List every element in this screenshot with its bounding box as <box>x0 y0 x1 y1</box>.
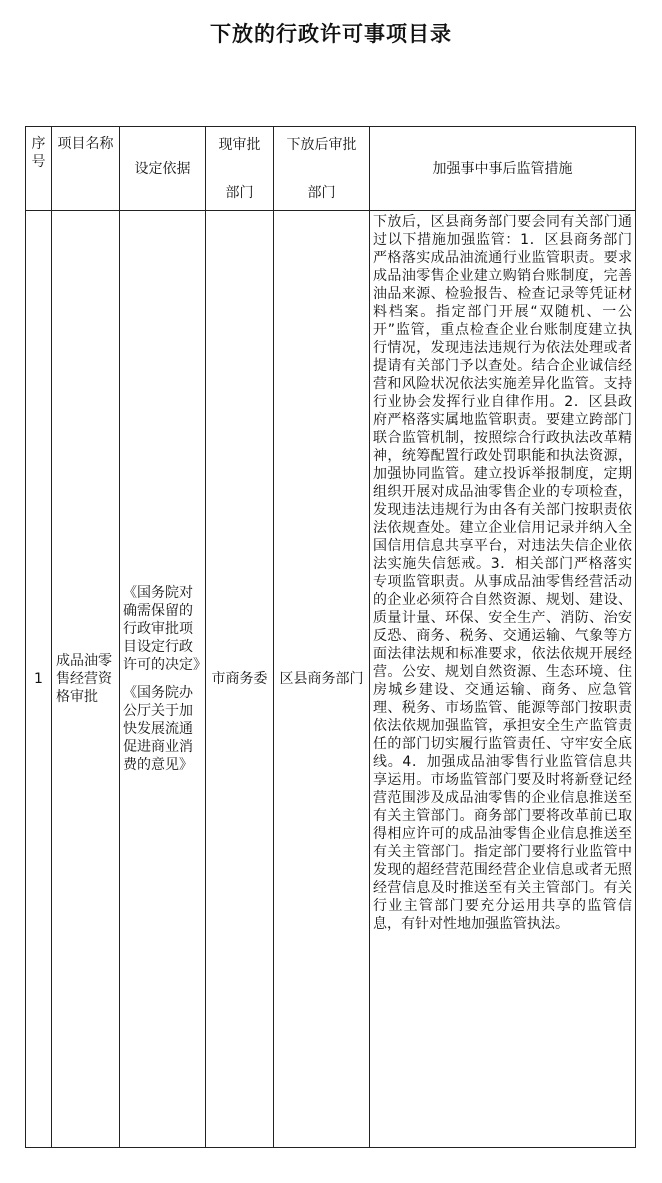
header-basis: 设定依据 <box>120 127 206 211</box>
catalog-table <box>25 126 636 1148</box>
row-basis-doc-2: 《国务院办公厅关于加快发展流通促进商业消费的意见》 <box>123 685 193 773</box>
header-item-name: 项目名称 <box>52 127 120 211</box>
table-header-row <box>26 127 636 211</box>
header-after-dept-line1: 下放后审批 <box>286 136 357 153</box>
row-item-name: 成品油零售经营资格审批 <box>52 211 120 1148</box>
row-seq: 1 <box>26 211 52 1148</box>
header-measures: 加强事中事后监管措施 <box>370 127 636 211</box>
header-seq: 序号 <box>26 127 52 211</box>
row-measures: 下放后，区县商务部门要会同有关部门通过以下措施加强监管：1．区县商务部门严格落实成品油流通行业监管职责。要求成品油零售企业建立购销台账制度，完善油品来源、检验报告、检查记录等凭证材料档案。指定部门开展“双随机、一公开”监管，重点检查企业台账制度建立执行情况，发现违法违规行为依法处理或者提请有关部门予以查处。结合企业诚信经营和风险状况依法实施差异化监管。支持行业协会发挥行业自律作用。2．区县政府严格落实属地监管职责。要建立跨部门联合监管机制，按照综合行政执法改革精神，统筹配置行政处罚职能和执法资源，加强协同监管。建立投诉举报制度，定期组织开展对成品油零售企业的专项检查，发现违法违规行为由各有关部门按职责依法依规查处。建立企业信用记录并纳入全国信用信息共享平台，对违法失信企业依法实施失信惩戒。3．相关部门严格落实专项监管职责。从事成品油零售经营活动的企业必须符合自然资源、规划、建设、质量计量、环保、安全生产、消防、治安反恐、商务、税务、交通运输、气象等方面法律法规和标准要求，依法依规开展经营。公安、规划自然资源、生态环境、住房城乡建设、交通运输、商务、应急管理、税务、市场监管、能源等部门按职责依法依规加强监管，承担安全生产监管责任的部门切实履行监管责任、守牢安全底线。4．加强成品油零售行业监管信息共享运用。市场监管部门要及时将新登记经营范围涉及成品油零售的企业信息推送至有关主管部门。商务部门要将改革前已取得相应许可的成品油零售企业信息推送至有关主管部门。指定部门要将行业监管中发现的超经营范围经营企业信息或者无照经营信息及时推送至有关主管部门。有关行业主管部门要充分运用共享的监管信息，有针对性地加强监管执法。 <box>370 211 636 1148</box>
header-current-dept <box>206 127 274 211</box>
header-current-dept-line2: 部门 <box>225 184 254 201</box>
row-basis-doc-1: 《国务院对确需保留的行政审批项目设定行政许可的决定》 <box>123 585 207 673</box>
header-current-dept-line1: 现审批 <box>218 136 261 153</box>
row-current-dept: 市商务委 <box>206 211 274 1148</box>
page-title: 下放的行政许可事项目录 <box>210 22 452 46</box>
row-basis <box>120 211 206 1148</box>
row-after-dept: 区县商务部门 <box>274 211 370 1148</box>
header-after-dept <box>274 127 370 211</box>
table-row <box>26 211 636 1148</box>
header-after-dept-line2: 部门 <box>307 184 336 201</box>
